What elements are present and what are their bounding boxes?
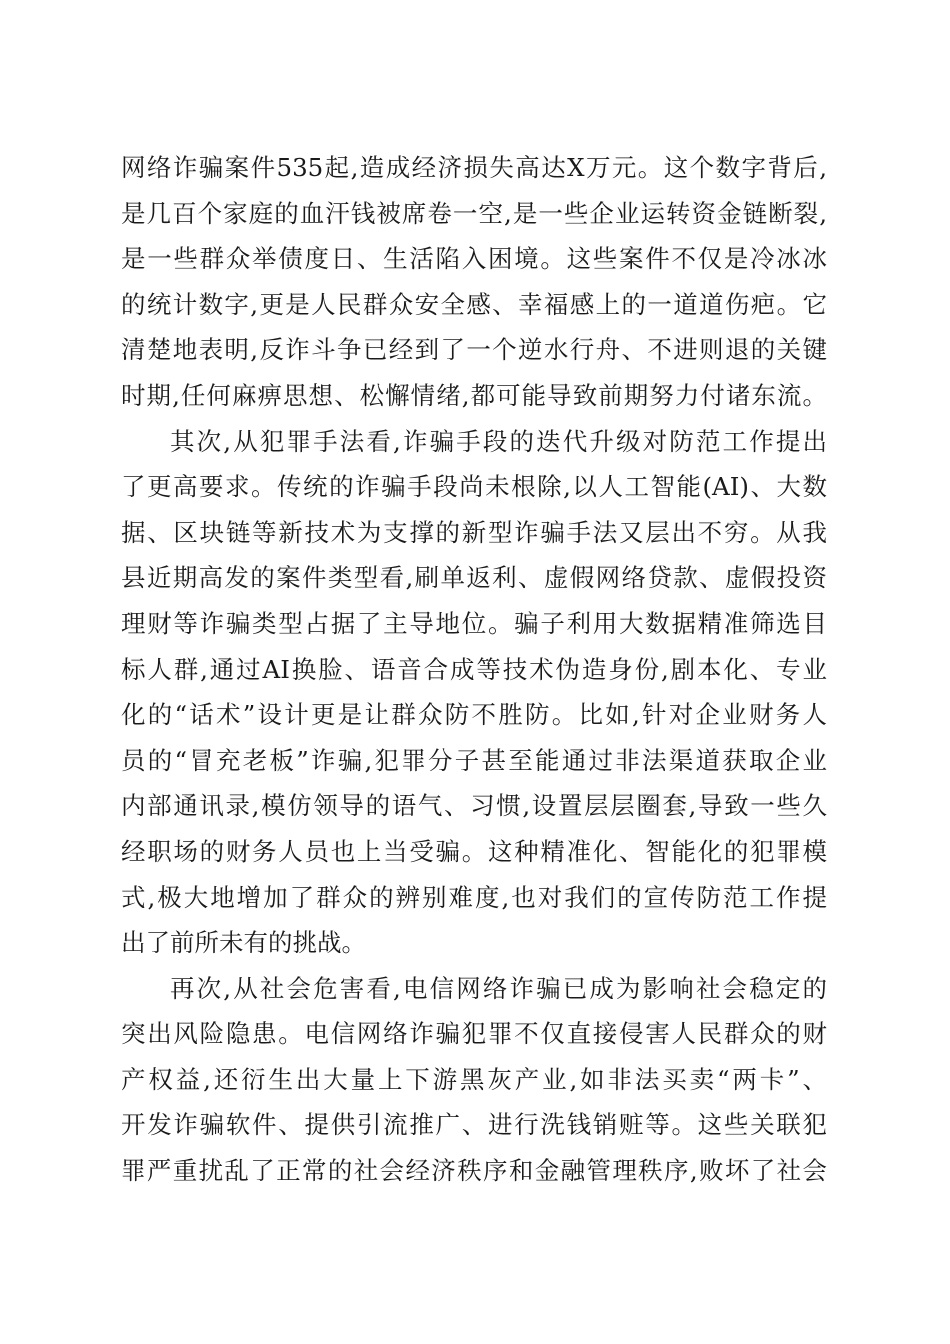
text-line: 是一些群众举债度日、生活陷入困境。这些案件不仅是冷冰冰: [121, 244, 827, 274]
paragraph-start-line: 再次,从社会危害看,电信网络诈骗已成为影响社会稳定的: [170, 973, 827, 1003]
text-line: 产权益,还衍生出大量上下游黑灰产业,如非法买卖“两卡”、: [121, 1064, 827, 1094]
paragraph-end-line: 出了前所未有的挑战。: [121, 928, 366, 958]
text-line: 了更高要求。传统的诈骗手段尚未根除,以人工智能(AI)、大数: [121, 472, 827, 502]
text-line: 化的“话术”设计更是让群众防不胜防。比如,针对企业财务人: [121, 700, 827, 730]
text-line: 内部通讯录,模仿领导的语气、习惯,设置层层圈套,导致一些久: [121, 791, 827, 821]
text-line: 据、区块链等新技术为支撑的新型诈骗手法又层出不穷。从我: [121, 517, 827, 547]
text-line: 罪严重扰乱了正常的社会经济秩序和金融管理秩序,败坏了社会: [121, 1156, 827, 1186]
text-line: 网络诈骗案件535起,造成经济损失高达X万元。这个数字背后,: [121, 153, 827, 182]
text-line: 清楚地表明,反诈斗争已经到了一个逆水行舟、不进则退的关键: [121, 335, 827, 365]
paragraph-start-line: 其次,从犯罪手法看,诈骗手段的迭代升级对防范工作提出: [170, 426, 827, 456]
text-line: 县近期高发的案件类型看,刷单返利、虚假网络贷款、虚假投资: [121, 563, 827, 593]
text-line: 时期,任何麻痹思想、松懈情绪,都可能导致前期努力付诸东流。: [121, 380, 827, 410]
text-line: 开发诈骗软件、提供引流推广、进行洗钱销赃等。这些关联犯: [121, 1110, 827, 1140]
text-line: 的统计数字,更是人民群众安全感、幸福感上的一道道伤疤。它: [121, 289, 827, 319]
text-line: 式,极大地增加了群众的辨别难度,也对我们的宣传防范工作提: [121, 882, 827, 912]
text-line: 标人群,通过AI换脸、语音合成等技术伪造身份,剧本化、专业: [121, 654, 827, 684]
body-text: [121, 145, 827, 1194]
text-line: 经职场的财务人员也上当受骗。这种精准化、智能化的犯罪模: [121, 836, 827, 866]
text-line: 是几百个家庭的血汗钱被席卷一空,是一些企业运转资金链断裂,: [121, 198, 827, 228]
text-line: 员的“冒充老板”诈骗,犯罪分子甚至能通过非法渠道获取企业: [121, 745, 827, 775]
text-line: 突出风险隐患。电信网络诈骗犯罪不仅直接侵害人民群众的财: [121, 1019, 827, 1049]
text-line: 理财等诈骗类型占据了主导地位。骗子利用大数据精准筛选目: [121, 608, 827, 638]
